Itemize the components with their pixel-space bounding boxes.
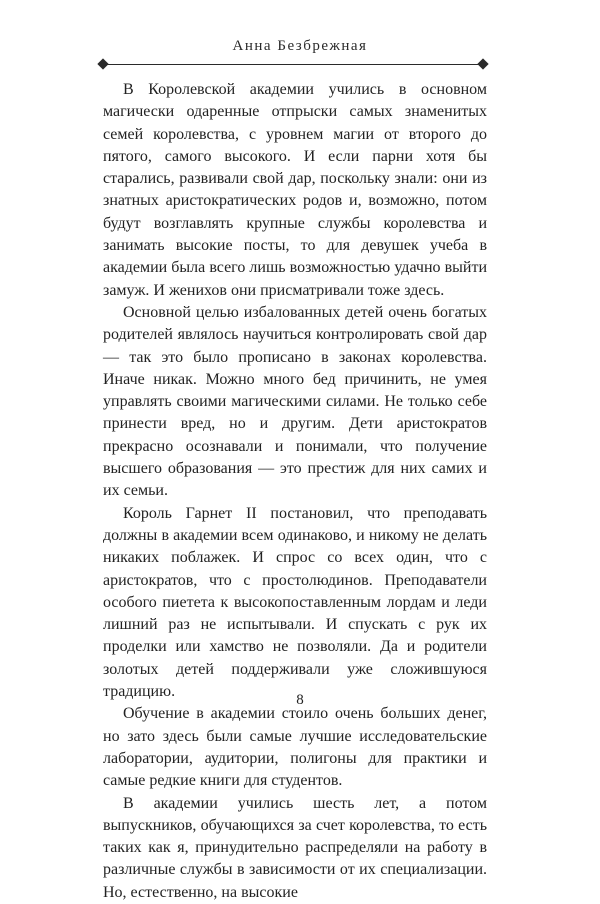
paragraph: В Королевской академии учились в основном магически одаренные отпрыски самых знаменитых семей королевства, с уровнем магии от второго до пятого, самого высокого. И если парни хотя бы старались, развивали свой дар, поскольку знали: они из знатных аристократических родов и, возможно, потом будут возглавлять крупные службы королевства и занимать высокие посты, то для девушек учеба в академии была всего лишь возможностью удачно выйти замуж. И женихов они присматривали тоже здесь. [103,81,487,299]
paragraph: Основной целью избалованных детей очень богатых родителей являлось научиться контролировать свой дар — так это было прописано в законах королевства. Иначе никак. Можно много бед причинить, не умея управлять своими магическими силами. Не только себе принести вред, но и другим. Дети аристократов прекрасно осознавали и понимали, что получение высшего образования — это престиж для них самих и их семьи. [103,303,487,500]
paragraph: Король Гарнет II постановил, что преподавать должны в академии всем одинаково, и никому не делать никаких поблажек. И спрос со всех один, что с аристократов, что с простолюдинов. Преподаватели особого пиетета к высокопоставленным лордам и леди лишний раз не испытывали. И спускать с рук их проделки или хамство не позволяли. Да и родители золотых детей поддерживали уже сложившуюся традицию. [103,504,487,701]
page-number: 8 [296,692,304,708]
header-rule-right-ornament [477,58,488,69]
header-rule-left-ornament [97,58,108,69]
body-text [103,79,487,904]
paragraph: Обучение в академии стоило очень больших денег, но зато здесь были самые лучшие исследовательские лаборатории, аудитории, полигоны для практики и самые редкие книги для студентов. [103,705,487,790]
header-rule [103,64,483,65]
paragraph: В академии учились шесть лет, а потом выпускников, обучающихся за счет королевства, то есть таких как я, принудительно распределяли на работу в различные службы в зависимости от их специализации. Но, естественно, на высокие [103,794,487,901]
running-head: Анна Безбрежная [232,38,368,54]
